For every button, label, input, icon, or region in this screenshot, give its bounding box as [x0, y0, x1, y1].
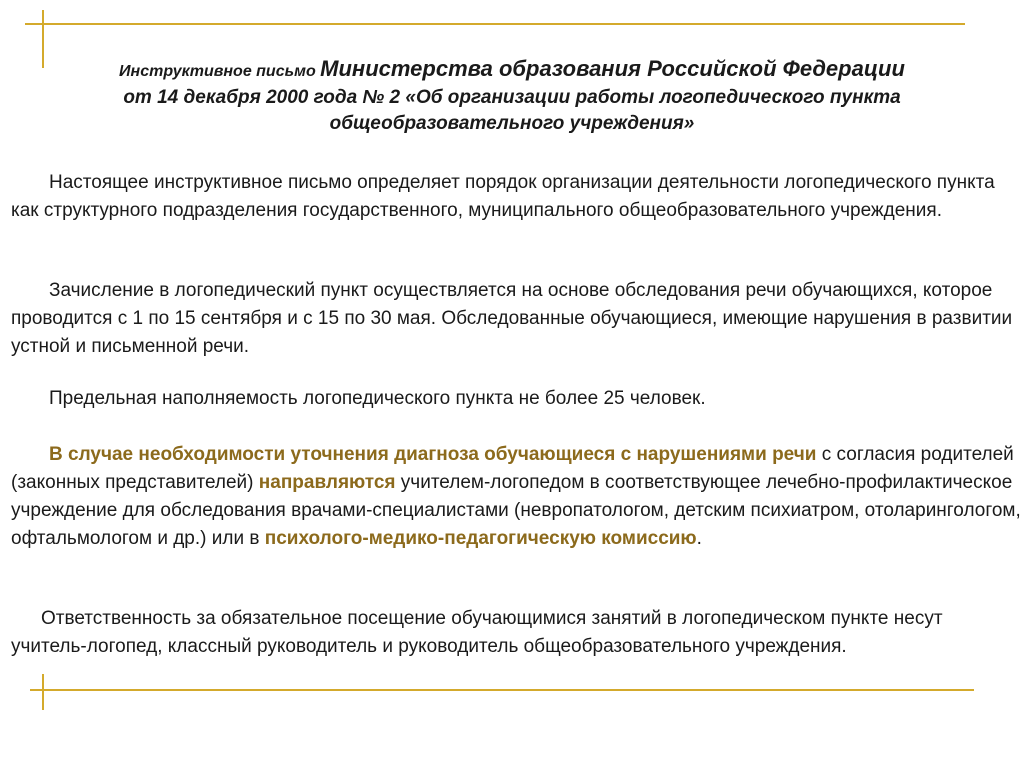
paragraph-purpose — [11, 169, 1021, 225]
paragraph-capacity-text: Предельная наполняемость логопедического пункта не более 25 человек. — [49, 388, 706, 409]
paragraph-diagnosis — [11, 441, 1021, 553]
highlight-directed: направляются — [258, 472, 396, 493]
paragraph-enrollment — [11, 277, 1021, 361]
highlight-commission: психолого-медико-педагогическую комиссию — [264, 528, 697, 549]
document-title — [10, 56, 1014, 137]
title-line-2: от 14 декабря 2000 года № 2 «Об организации работы логопедического пункта — [123, 87, 901, 108]
paragraph-responsibility-text: Ответственность за обязательное посещение обучающимися занятий в логопедическом пункте несут учитель-логопед, классный руководитель и руководитель общеобразовательного учреждения. — [11, 608, 943, 657]
top-rule — [25, 23, 965, 25]
bottom-rule — [30, 689, 974, 691]
title-part-2: Министерства образования Российской Федерации — [320, 56, 905, 81]
diagnosis-text-1: с согласия родителей (законных представителей) — [11, 444, 1014, 493]
title-line-1 — [10, 56, 1014, 85]
title-part-1: Инструктивное письмо — [119, 63, 321, 80]
title-line-3: общеобразовательного учреждения» — [329, 113, 695, 134]
paragraph-capacity — [11, 385, 1021, 413]
paragraph-purpose-text: Настоящее инструктивное письмо определяет порядок организации деятельности логопедического пункта как структурного подразделения государственного, муниципального общеобразовательного учреждения. — [11, 172, 995, 221]
paragraph-responsibility — [11, 605, 1021, 661]
paragraph-enrollment-text: Зачисление в логопедический пункт осуществляется на основе обследования речи обучающихся, которое проводится с 1 по 15 сентября и с 15 по 30 мая. Обследованные обучающиеся, имеющие нарушения в развитии устной и письменной речи. — [11, 280, 1013, 357]
bottom-left-rule — [42, 674, 44, 710]
highlight-diagnosis: В случае необходимости уточнения диагноза обучающиеся с нарушениями речи — [49, 444, 817, 465]
diagnosis-text-2: учителем-логопедом в соответствующее лечебно-профилактическое учреждение для обследования врачами-специалистами (невропатологом, детским психиатром, отоларингологом, офтальмологом и др.) или в — [11, 472, 1021, 549]
diagnosis-text-3: . — [696, 528, 702, 549]
